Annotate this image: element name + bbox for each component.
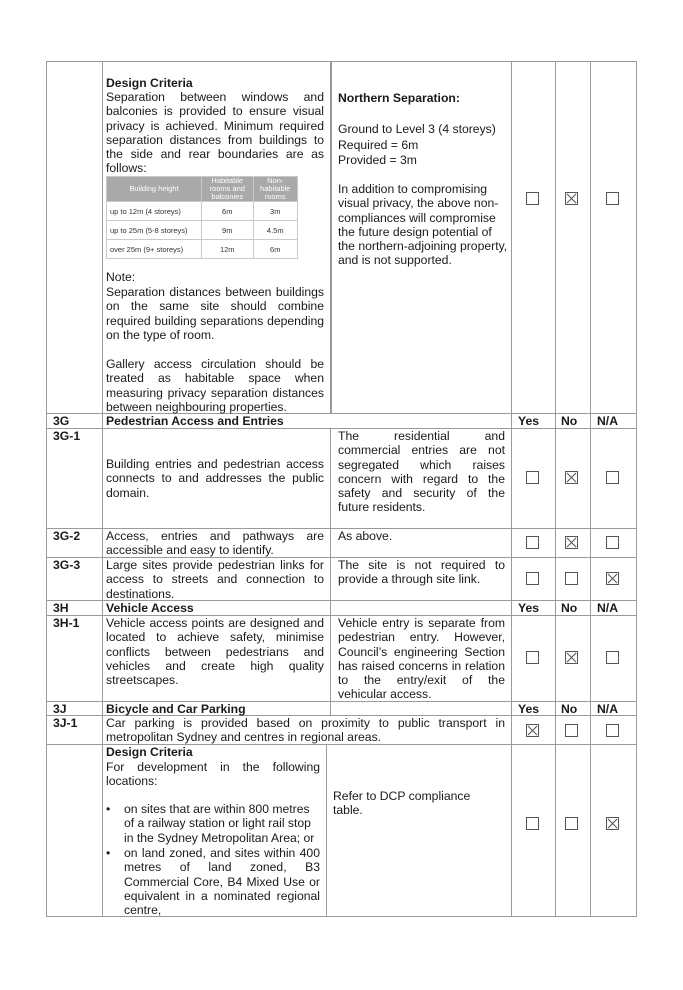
table-cell: over 25m (9+ storeys) (107, 240, 202, 259)
table-cell: 6m (202, 202, 254, 221)
row-comment: Refer to DCP compliance table. (333, 789, 471, 818)
row-comment: The site is not required to provide a through site link. (338, 558, 505, 587)
comment-line: Provided = 3m (338, 153, 417, 167)
bullet-marker: • (106, 846, 111, 860)
checkbox-no[interactable] (565, 817, 578, 830)
bullet-text: on land zoned, and sites within 400 metres of land zoned, B3 Commercial Core, B4 Mixed Use or equivalent in a nominated regional centre, (124, 846, 320, 918)
checkbox-yes[interactable] (526, 471, 539, 484)
table-cell: 6m (253, 240, 297, 259)
table-cell: up to 25m (5-8 storeys) (107, 221, 202, 240)
checkbox-yes[interactable] (526, 572, 539, 585)
checkbox-no-checked[interactable] (565, 651, 578, 664)
th-building-height: Building height (107, 177, 202, 202)
header-yes: Yes (518, 702, 540, 716)
comment-line: Ground to Level 3 (4 storeys) (338, 122, 496, 136)
bullet-marker: • (106, 802, 111, 816)
header-no: No (561, 414, 578, 428)
checkbox-na[interactable] (606, 192, 619, 205)
table-cell: 12m (202, 240, 254, 259)
section-code: 3H (53, 601, 69, 615)
section-title: Vehicle Access (106, 601, 194, 615)
row-comment: As above. (338, 529, 393, 543)
note-text-2: Gallery access circulation should be treated as habitable space when measuring privacy separation distances between neighbouring properties. (106, 357, 324, 414)
header-yes: Yes (518, 601, 540, 615)
header-na: N/A (597, 601, 618, 615)
row-code: 3H-1 (53, 616, 80, 630)
row-criteria: Car parking is provided based on proximity to public transport in metropolitan Sydney and centres in regional areas. (106, 716, 505, 745)
bullet-text: on sites that are within 800 metres of a railway station or light rail stop in the Sydney Metropolitan Area; or (124, 802, 315, 845)
section-code: 3G (53, 414, 70, 428)
checkbox-no[interactable] (565, 724, 578, 737)
header-na: N/A (597, 414, 618, 428)
checkbox-yes[interactable] (526, 817, 539, 830)
design-criteria-heading: Design Criteria (106, 76, 193, 90)
checkbox-yes-checked[interactable] (526, 724, 539, 737)
th-non-habitable: Non-habitable rooms (253, 177, 297, 202)
table-cell: 9m (202, 221, 254, 240)
checkbox-na-checked[interactable] (606, 572, 619, 585)
header-na: N/A (597, 702, 618, 716)
row-criteria: Building entries and pedestrian access connects to and addresses the public domain. (106, 457, 324, 500)
section-title: Pedestrian Access and Entries (106, 414, 284, 428)
note-label: Note: (106, 270, 136, 284)
th-habitable: Habitable rooms and balconies (202, 177, 254, 202)
note-text-1: Separation distances between buildings on the same site should combine required building separations depending on the type of room. (106, 285, 324, 342)
row-criteria: Access, entries and pathways are accessible and easy to identify. (106, 529, 324, 558)
header-no: No (561, 702, 578, 716)
table-cell: 4.5m (253, 221, 297, 240)
table-cell: up to 12m (4 storeys) (107, 202, 202, 221)
section-title: Bicycle and Car Parking (106, 702, 246, 716)
checkbox-yes[interactable] (526, 651, 539, 664)
row-code: 3G-3 (53, 558, 81, 572)
checkbox-na[interactable] (606, 724, 619, 737)
row-code: 3G-1 (53, 429, 81, 443)
section-code: 3J (53, 702, 67, 716)
separation-criteria-text: Separation between windows and balconies is provided to ensure visual privacy is achieved. Minimum required separation distances from buildings to the side and rear boundaries are as follows: (106, 90, 324, 176)
row-criteria: Vehicle access points are designed and located to achieve safety, minimise conflicts between pedestrians and vehicles and create high quality streetscapes. (106, 616, 324, 688)
comment-line: Required = 6m (338, 138, 419, 152)
checkbox-no-checked[interactable] (565, 536, 578, 549)
comment-paragraph: In addition to compromising visual privacy, the above non-compliances will compromise the future design potential of the northern-adjoining property, and is not supported. (338, 182, 508, 268)
row-code: 3G-2 (53, 529, 81, 543)
design-criteria-heading: Design Criteria (106, 745, 193, 759)
row-comment: Vehicle entry is separate from pedestrian entry. However, Council’s engineering Section has raised concerns in relation to the entry/exit of the vehicular access. (338, 616, 505, 702)
checkbox-na-checked[interactable] (606, 817, 619, 830)
checkbox-no-checked[interactable] (565, 192, 578, 205)
northern-separation-heading: Northern Separation: (338, 91, 460, 105)
checkbox-na[interactable] (606, 651, 619, 664)
intro-text: For development in the following locations: (106, 760, 320, 789)
row-comment: The residential and commercial entries are not segregated which raises concern with regard to the safety and security of the future residents. (338, 429, 505, 515)
checkbox-na[interactable] (606, 536, 619, 549)
header-no: No (561, 601, 578, 615)
checkbox-yes[interactable] (526, 536, 539, 549)
row-code: 3J-1 (53, 716, 78, 730)
table-cell: 3m (253, 202, 297, 221)
checkbox-no-checked[interactable] (565, 471, 578, 484)
row-criteria: Large sites provide pedestrian links for access to streets and connection to destinations. (106, 558, 324, 601)
checkbox-yes[interactable] (526, 192, 539, 205)
checkbox-no[interactable] (565, 572, 578, 585)
checkbox-na[interactable] (606, 471, 619, 484)
separation-distances-table (106, 176, 298, 254)
header-yes: Yes (518, 414, 540, 428)
